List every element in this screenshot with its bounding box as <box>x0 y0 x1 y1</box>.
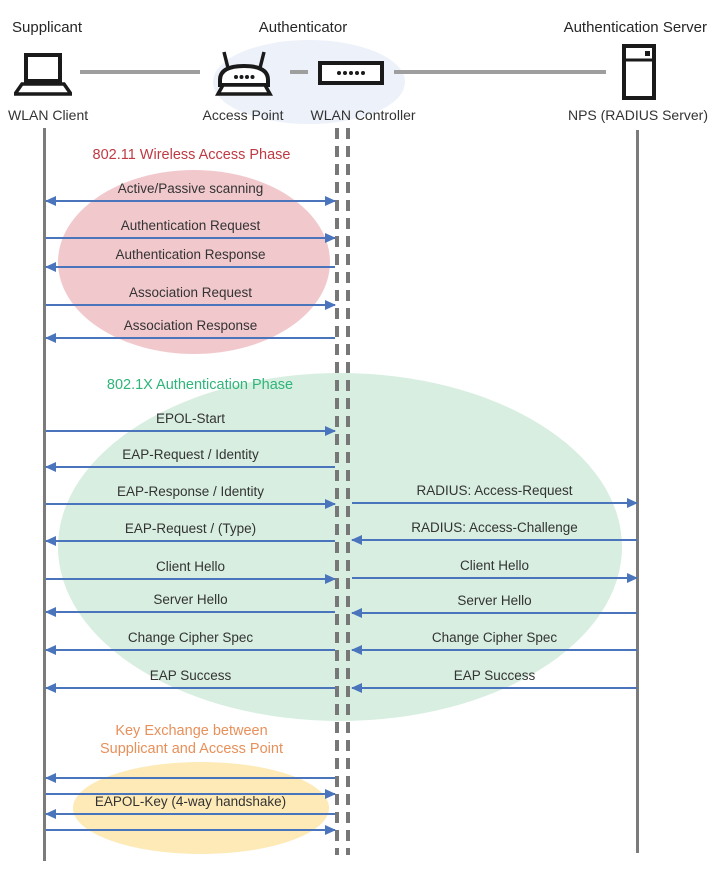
message-label: Client Hello <box>459 558 530 573</box>
arrow-line <box>46 503 335 505</box>
message-label: EPOL-Start <box>155 411 226 426</box>
node-wlan-client-label: WLAN Client <box>8 107 89 123</box>
arrowhead-left <box>45 333 56 343</box>
connector-line <box>394 70 606 74</box>
connector-line <box>290 70 308 74</box>
arrowhead-right <box>325 825 336 835</box>
arrow-line <box>352 539 637 541</box>
node-nps-label: NPS (RADIUS Server) <box>567 107 708 123</box>
arrowhead-left <box>45 683 56 693</box>
message-label: EAP-Request / Identity <box>122 447 259 462</box>
arrow-line <box>46 611 335 613</box>
arrow-line <box>46 649 335 651</box>
arrow-line <box>352 612 637 614</box>
message-label: EAP Success <box>149 668 232 683</box>
access-point-icon <box>212 50 276 98</box>
message-row <box>352 513 637 541</box>
role-authenticator-label: Authenticator <box>258 19 348 36</box>
node-wlan-controller-label: WLAN Controller <box>310 107 416 123</box>
message-row <box>46 661 335 689</box>
arrowhead-left <box>45 607 56 617</box>
message-label: Active/Passive scanning <box>117 181 264 196</box>
arrow-line <box>352 649 637 651</box>
message-row <box>46 404 335 432</box>
laptop-icon <box>14 53 72 98</box>
arrow-line <box>46 266 335 268</box>
arrow-line <box>46 829 335 831</box>
arrow-line <box>46 430 335 432</box>
arrow-line <box>46 200 335 202</box>
message-label: Server Hello <box>153 592 228 607</box>
arrowhead-right <box>325 196 336 206</box>
message-row <box>46 514 335 542</box>
arrowhead-right <box>325 574 336 584</box>
message-row <box>46 240 335 268</box>
message-row <box>352 623 637 651</box>
arrowhead-right <box>627 573 638 583</box>
message-label: Server Hello <box>457 593 532 608</box>
phase1-title: 802.11 Wireless Access Phase <box>92 147 291 163</box>
message-row <box>46 440 335 468</box>
arrow-line <box>46 337 335 339</box>
arrowhead-left <box>351 608 362 618</box>
arrow-line <box>352 577 637 579</box>
arrowhead-left <box>45 262 56 272</box>
message-row <box>352 476 637 504</box>
message-row <box>46 552 335 580</box>
message-label: Client Hello <box>155 559 226 574</box>
message-label: EAP-Response / Identity <box>116 484 265 499</box>
phase3-title-line2: Supplicant and Access Point <box>100 741 283 757</box>
arrowhead-left <box>351 683 362 693</box>
message-label: Change Cipher Spec <box>431 630 558 645</box>
message-row <box>352 551 637 579</box>
message-row <box>352 586 637 614</box>
arrowhead-right <box>325 499 336 509</box>
controller-lifeline-dashed <box>346 128 350 855</box>
message-label: Association Response <box>123 318 258 333</box>
message-row <box>46 477 335 505</box>
role-auth-server-label: Authentication Server <box>563 19 707 36</box>
message-label: EAP Success <box>453 668 536 683</box>
server-icon <box>621 43 657 101</box>
message-row <box>46 623 335 651</box>
message-row <box>352 661 637 689</box>
message-label: EAPOL-Key (4-way handshake) <box>94 794 287 809</box>
message-label: EAP-Request / (Type) <box>124 521 257 536</box>
arrowhead-left <box>45 645 56 655</box>
arrow-line <box>46 304 335 306</box>
message-row <box>46 803 335 831</box>
message-label: Authentication Response <box>115 247 266 262</box>
arrowhead-left <box>45 462 56 472</box>
role-supplicant-label: Supplicant <box>12 19 83 36</box>
arrow-line <box>46 466 335 468</box>
arrowhead-left <box>45 196 56 206</box>
arrowhead-left <box>351 645 362 655</box>
phase3-title-line1: Key Exchange between <box>115 723 268 739</box>
message-label: RADIUS: Access-Request <box>416 483 573 498</box>
arrowhead-right <box>325 426 336 436</box>
message-row <box>46 585 335 613</box>
wlan-controller-icon <box>318 61 384 86</box>
arrow-line <box>46 687 335 689</box>
message-label: Association Request <box>128 285 253 300</box>
message-row <box>46 174 335 202</box>
arrow-line <box>352 502 637 504</box>
arrow-line <box>46 578 335 580</box>
arrowhead-left <box>351 535 362 545</box>
message-row <box>46 311 335 339</box>
arrow-line <box>352 687 637 689</box>
message-row <box>46 211 335 239</box>
node-access-point-label: Access Point <box>202 107 284 123</box>
arrowhead-right <box>627 498 638 508</box>
message-label: Authentication Request <box>120 218 261 233</box>
arrow-line <box>46 237 335 239</box>
phase2-title: 802.1X Authentication Phase <box>106 377 294 393</box>
connector-line <box>80 70 200 74</box>
arrow-line <box>46 540 335 542</box>
arrowhead-left <box>45 536 56 546</box>
message-label: RADIUS: Access-Challenge <box>411 520 578 535</box>
message-label: Change Cipher Spec <box>127 630 254 645</box>
arrowhead-right <box>325 300 336 310</box>
message-row <box>46 278 335 306</box>
